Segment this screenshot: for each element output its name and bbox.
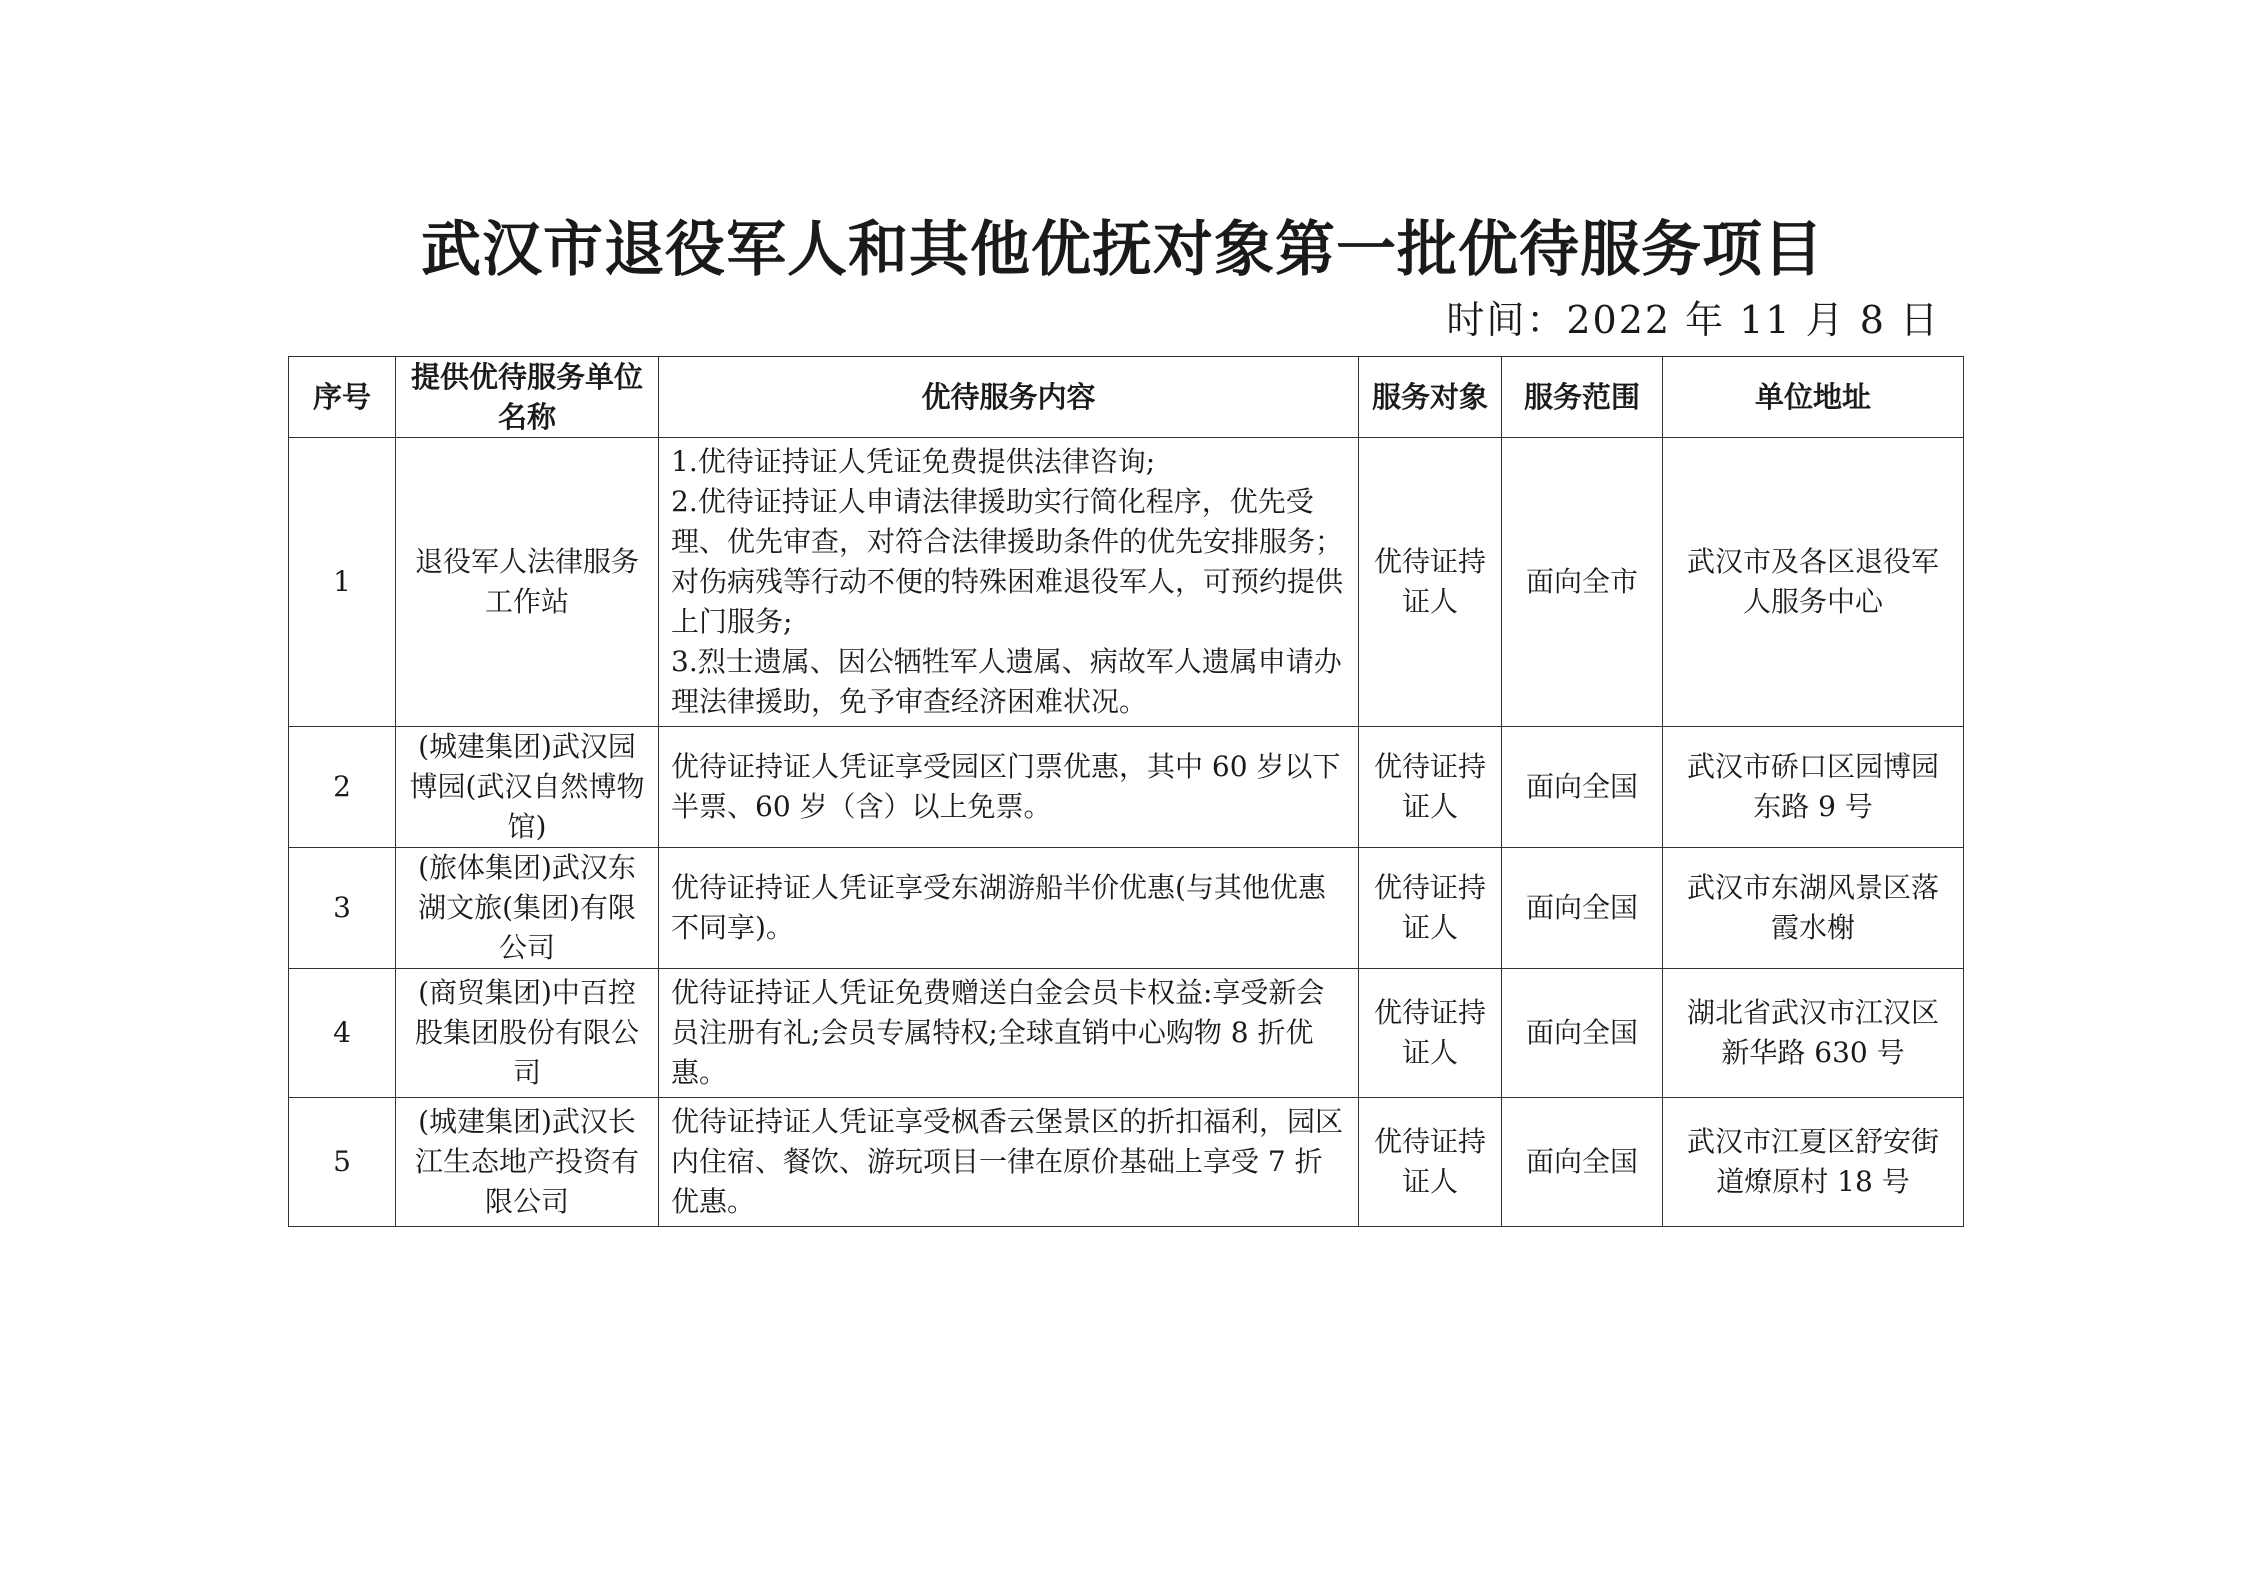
cell-target: 优待证持证人: [1359, 1098, 1502, 1227]
cell-target: 优待证持证人: [1359, 727, 1502, 848]
content-line: 1.优待证持证人凭证免费提供法律咨询;: [671, 445, 1156, 478]
header-content: 优待服务内容: [659, 357, 1359, 438]
cell-address: 武汉市东湖风景区落霞水榭: [1663, 848, 1964, 969]
service-table: [288, 356, 1964, 1227]
table-row: [289, 727, 1964, 848]
cell-scope: 面向全市: [1502, 438, 1663, 727]
cell-target: 优待证持证人: [1359, 969, 1502, 1098]
header-no: 序号: [289, 357, 396, 438]
cell-address: 武汉市江夏区舒安街道燎原村 18 号: [1663, 1098, 1964, 1227]
cell-scope: 面向全国: [1502, 848, 1663, 969]
cell-unit: (城建集团)武汉长江生态地产投资有限公司: [396, 1098, 659, 1227]
cell-no: 1: [289, 438, 396, 727]
table-row: [289, 1098, 1964, 1227]
header-unit: 提供优待服务单位名称: [396, 357, 659, 438]
cell-content: [659, 438, 1359, 727]
document-date: 时间：2022 年 11 月 8 日: [1446, 298, 1940, 342]
cell-unit: (旅体集团)武汉东湖文旅(集团)有限公司: [396, 848, 659, 969]
content-line: 优待证持证人凭证免费赠送白金会员卡权益:享受新会员注册有礼;会员专属特权;全球直销中心购物 8 折优惠。: [671, 976, 1325, 1089]
table-header-row: [289, 357, 1964, 438]
content-line: 优待证持证人凭证享受枫香云堡景区的折扣福利，园区内住宿、餐饮、游玩项目一律在原价基础上享受 7 折优惠。: [671, 1105, 1344, 1218]
cell-address: 湖北省武汉市江汉区新华路 630 号: [1663, 969, 1964, 1098]
content-line: 优待证持证人凭证享受东湖游船半价优惠(与其他优惠不同享)。: [671, 871, 1326, 944]
table-row: [289, 848, 1964, 969]
cell-content: [659, 848, 1359, 969]
header-scope: 服务范围: [1502, 357, 1663, 438]
cell-no: 5: [289, 1098, 396, 1227]
table-row: [289, 969, 1964, 1098]
cell-scope: 面向全国: [1502, 969, 1663, 1098]
table-row: [289, 438, 1964, 727]
cell-no: 4: [289, 969, 396, 1098]
cell-target: 优待证持证人: [1359, 438, 1502, 727]
cell-unit: 退役军人法律服务工作站: [396, 438, 659, 727]
cell-unit: (商贸集团)中百控股集团股份有限公司: [396, 969, 659, 1098]
content-line: 优待证持证人凭证享受园区门票优惠，其中 60 岁以下半票、60 岁（含）以上免票。: [671, 750, 1341, 823]
cell-unit: (城建集团)武汉园博园(武汉自然博物馆): [396, 727, 659, 848]
cell-content: [659, 969, 1359, 1098]
page-title: 武汉市退役军人和其他优抚对象第一批优待服务项目: [421, 215, 1824, 285]
content-line: 2.优待证持证人申请法律援助实行简化程序，优先受理、优先审查，对符合法律援助条件的优先安排服务；对伤病残等行动不便的特殊困难退役军人，可预约提供上门服务;: [671, 485, 1344, 638]
cell-address: 武汉市及各区退役军人服务中心: [1663, 438, 1964, 727]
cell-target: 优待证持证人: [1359, 848, 1502, 969]
cell-no: 2: [289, 727, 396, 848]
cell-scope: 面向全国: [1502, 1098, 1663, 1227]
cell-scope: 面向全国: [1502, 727, 1663, 848]
header-address: 单位地址: [1663, 357, 1964, 438]
cell-no: 3: [289, 848, 396, 969]
cell-address: 武汉市硚口区园博园东路 9 号: [1663, 727, 1964, 848]
cell-content: [659, 727, 1359, 848]
header-target: 服务对象: [1359, 357, 1502, 438]
cell-content: [659, 1098, 1359, 1227]
content-line: 3.烈士遗属、因公牺牲军人遗属、病故军人遗属申请办理法律援助，免予审查经济困难状况。: [671, 645, 1342, 718]
